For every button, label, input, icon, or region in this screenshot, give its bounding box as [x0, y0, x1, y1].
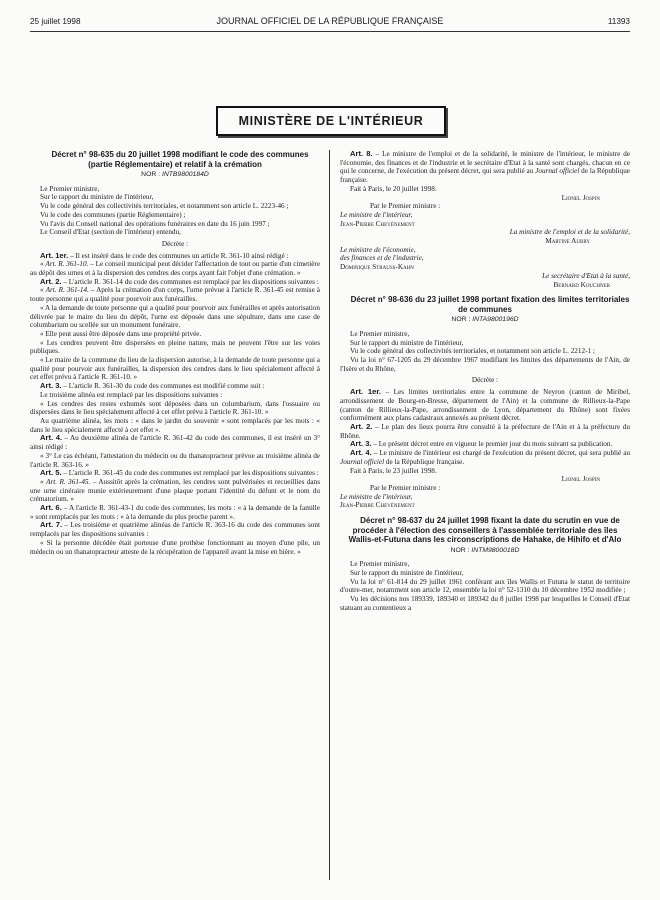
header-rule — [30, 31, 630, 32]
signatory-name: Martine Aubry — [545, 237, 590, 246]
paragraph: Vu les décisions nos 189339, 189340 et 189342 du 8 juillet 1998 par lesquelles le Conseil d'Etat statuant au contentieux a — [340, 595, 630, 612]
paragraph: Vu l'avis du Conseil national des opérations funéraires en date du 16 juin 1997 ; — [40, 219, 270, 228]
decree-1-nor — [30, 171, 320, 180]
paragraph: « Les cendres des restes exhumés sont déposées dans un columbarium, dans l'ossuaire ou dispersées dans le lieu spécialement affecté à cet effet prévu à l'article R. 361-10. » — [30, 399, 320, 417]
quote-text: – Après la crémation d'un corps, l'urne prévue à l'article R. 361-45 est remise à toute personne qui a qualité pour pourvoir aux funérailles. — [30, 286, 320, 304]
page-header — [30, 14, 630, 30]
journal-title: JOURNAL OFFICIEL DE LA RÉPUBLIQUE FRANÇAISE — [216, 16, 444, 26]
paragraph: « Les cendres peuvent être dispersées en pleine nature, mais ne peuvent l'être sur les voies publiques. — [30, 338, 320, 356]
signatory-title: Le ministre de l'intérieur, — [340, 210, 413, 219]
signatory-title: Le ministre de l'économie, — [340, 245, 416, 254]
article-label: Art. 4. — [40, 433, 63, 443]
nor-code: INTM9800018D — [471, 546, 520, 554]
article-3 — [30, 382, 320, 391]
article-label: Art. 8. — [350, 149, 373, 158]
quote-mark: « — [40, 260, 46, 269]
paragraph: Vu le code des communes (partie Réglementaire) ; — [40, 210, 186, 219]
article-7 — [30, 521, 320, 538]
article-label: Art. 5. — [40, 468, 62, 478]
journal-ref: Journal officiel — [535, 167, 580, 176]
article-text: – L'article R. 361-14 du code des communes est remplacé par les dispositions suivantes : — [61, 277, 319, 286]
paragraph: Vu la loi n° 61-814 du 29 juillet 1961 conférant aux îles Wallis et Futuna le statut de territoire d'outre-mer, notamment son article 12, ensemble la loi n° 52-1310 du 10 décembre 1952 modifiée ; — [340, 577, 630, 595]
article-1 — [340, 388, 630, 423]
nor-code: INTA9800196D — [472, 316, 519, 324]
decree-3-nor — [340, 547, 630, 556]
page-number: 11393 — [607, 17, 630, 26]
decree-3-title: Décret n° 98-637 du 24 juillet 1998 fixant la date du scrutin en vue de procéder à l'élection des conseillers à l'assemblée territoriale des îles Wallis-et-Futuna dans les circonscriptions de Hahake, de Hihifo et d'Alo — [348, 516, 622, 545]
article-label: Art. 1er. — [350, 387, 382, 397]
paragraph: « Le maire de la commune du lieu de la dispersion autorise, à la demande de toute personne qui a qualité pour pourvoir aux funérailles, la dispersion des cendres dans le lieu spécialement affecté à cet effet prévu à l'article R. 361-10. » — [30, 356, 320, 382]
article-quote — [30, 260, 320, 277]
issue-date: 25 juillet 1998 — [30, 17, 81, 26]
article-quote — [30, 286, 320, 303]
done-at: Fait à Paris, le 23 juillet 1998. — [350, 466, 437, 475]
signature-pm: Lionel Jospin — [561, 193, 600, 202]
article-1 — [30, 252, 320, 261]
article-quote — [30, 478, 320, 504]
paragraph: Le Premier ministre, — [350, 329, 410, 338]
paragraph: Sur le rapport du ministre de l'intérieur, — [40, 193, 154, 202]
paragraph: « A la demande de toute personne qui a qualité pour pourvoir aux funérailles et après autorisation délivrée par le maire du lieu du dépôt, l'urne est déposée dans une sépulture, dans une case de columbarium ou scellée sur un monument funéraire. — [30, 303, 320, 330]
article-ref: Art. R. 361-14. — [45, 286, 89, 295]
article-text: – Le ministre de l'emploi et de la solidarité, le ministre de l'intérieur, le ministre de l'économie, des finances et de l'industrie et le secrétaire d'Etat à la santé sont chargés, chacun en ce qui le concerne, de l'exécution du présent décret, qui sera publié au — [340, 150, 631, 176]
decrete: Décrète : — [471, 376, 499, 385]
article-label: Art. 7. — [40, 520, 63, 530]
decree-2-nor — [340, 316, 630, 325]
article-label: Art. 1er. — [40, 250, 69, 260]
par-pm: Par le Premier ministre : — [370, 483, 441, 492]
article-6 — [30, 504, 320, 521]
article-4 — [30, 434, 320, 451]
signatory-title: des finances et de l'industrie, — [340, 254, 424, 263]
paragraph: Au quatrième alinéa, les mots : « dans le jardin du souvenir » sont remplacés par les mots : « dans le lieu spécialement affecté à cet effet ». — [30, 416, 320, 434]
signatory-title: La ministre de l'emploi et de la solidarité, — [509, 228, 630, 237]
signature-pm: Lionel Jospin — [561, 475, 600, 484]
article-5 — [30, 469, 320, 478]
article-text: – L'article R. 361-45 du code des communes est remplacé par les dispositions suivantes : — [61, 469, 319, 478]
paragraph: Sur le rapport du ministre de l'intérieur, — [350, 338, 464, 347]
signatory-name: Jean-Pierre Chevènement — [340, 219, 415, 228]
article-text: – Le présent décret entre en vigueur le premier jour du mois suivant sa publication. — [371, 440, 613, 449]
decree-1-title: Décret n° 98-635 du 20 juillet 1998 modifiant le code des communes (partie Réglementaire) et relatif à la crémation — [51, 150, 309, 169]
quote-text: – Aussitôt après la crémation, les cendres sont pulvérisées et recueillies dans une urne cinéraire munie extérieurement d'une plaque portant l'identité du défunt et le nom du crématorium. » — [30, 477, 321, 504]
signatory-name: Dominique Strauss-Kahn — [340, 263, 414, 272]
article-ref: Art. R. 361-45. — [46, 477, 91, 486]
article-ref: Art. R. 361-10. — [45, 260, 89, 269]
article-label: Art. 3. — [40, 381, 62, 391]
paragraph: Vu le code général des collectivités territoriales, et notamment son article L. 2212-1 ; — [350, 347, 595, 356]
article-text: – Il est inséré dans le code des communes un article R. 361-10 ainsi rédigé : — [68, 251, 289, 260]
paragraph: Sur le rapport du ministre de l'intérieur, — [350, 568, 464, 577]
paragraph: Le Conseil d'Etat (section de l'intérieur) entendu, — [40, 228, 181, 237]
article-text: – A l'article R. 361-43-1 du code des communes, les mots : « à la demande de la famille » sont remplacés par les mots : « à la demande du plus proche parent ». — [30, 504, 320, 521]
nor-label: NOR : — [141, 171, 161, 178]
paragraph: « Si la personne décédée était porteuse d'une prothèse fonctionnant au moyen d'une pile, un médecin ou un thanatopracteur atteste de la récupération de l'appareil avant la mise en bière. » — [30, 538, 320, 556]
left-column — [30, 150, 320, 556]
article-8 — [340, 150, 630, 185]
paragraph: Le Premier ministre, — [40, 184, 100, 193]
article-3 — [340, 440, 630, 449]
article-label: Art. 2. — [40, 276, 62, 286]
quote-mark: « — [40, 286, 46, 295]
article-text: – Le plan des lieux pourra être consulté à la préfecture de l'Ain et à la préfecture du Rhône. — [340, 422, 630, 440]
column-separator — [329, 150, 330, 880]
quote-mark: « — [40, 477, 47, 486]
article-label: Art. 3. — [350, 439, 372, 449]
article-text: de la République française. — [384, 457, 465, 466]
article-text: – L'article R. 361-30 du code des communes est modifié comme suit : — [61, 382, 265, 391]
ministry-box — [216, 106, 446, 136]
paragraph: Le troisième alinéa est remplacé par les dispositions suivantes : — [40, 390, 223, 399]
decrete: Décrète : — [161, 239, 189, 248]
signatory-name: Bernard Kouchner — [553, 280, 610, 289]
article-text: – Les limites territoriales entre la commune de Neyron (canton de Miribel, arrondissement de Bourg-en-Bresse, département de l'Ain) et la commune de Rillieux-la-Pape (canton de Rillieux-la-Pape, arrondissement de Lyon, département du Rhône) sont fixées conformément aux plans cadastraux annexés au présent décret. — [340, 388, 630, 423]
article-2 — [340, 423, 630, 440]
nor-code: INTB9800184D — [161, 171, 209, 178]
article-label: Art. 6. — [40, 503, 62, 513]
article-text: – Au deuxième alinéa de l'article R. 361-42 du code des communes, il est inséré un 3° ainsi rédigé : — [30, 434, 320, 452]
nor-label: NOR : — [450, 546, 470, 554]
article-2 — [30, 278, 320, 287]
article-text: de la République française. — [340, 167, 630, 185]
signatory-title: Le secrétaire d'Etat à la santé, — [542, 271, 630, 280]
signatory-name: Jean-Pierre Chevènement — [340, 501, 415, 510]
quote-text: – Le conseil municipal peut décider l'affectation de tout ou partie d'un cimetière au dépôt des urnes et à la dispersion des cendres des corps ayant fait l'objet d'une crémation. » — [30, 260, 321, 278]
nor-label: NOR : — [451, 316, 471, 324]
paragraph: « Elle peut aussi être déposée dans une propriété privée. — [40, 329, 202, 338]
article-text: – Le ministre de l'intérieur est chargé de l'exécution du présent décret, qui sera publié au — [371, 449, 630, 458]
article-4 — [340, 449, 630, 466]
article-label: Art. 4. — [350, 448, 372, 458]
article-label: Art. 2. — [350, 421, 373, 431]
decree-2-title: Décret n° 98-636 du 23 juillet 1998 portant fixation des limites territoriales de communes — [350, 295, 630, 314]
paragraph: « 3° Le cas échéant, l'attestation du médecin ou du thanatopracteur prévue au troisième alinéa de l'article R. 363-16. » — [30, 451, 320, 469]
signatory-title: Le ministre de l'intérieur, — [340, 492, 413, 501]
par-pm: Par le Premier ministre : — [370, 202, 441, 211]
journal-ref: Journal officiel — [340, 457, 385, 466]
paragraph: Le Premier ministre, — [350, 560, 410, 569]
paragraph: Vu la loi n° 67-1205 du 29 décembre 1967 modifiant les limites des départements de l'Ain, de l'Isère et du Rhône, — [340, 356, 630, 373]
done-at: Fait à Paris, le 20 juillet 1998. — [350, 184, 437, 193]
ministry-title: MINISTÈRE DE L'INTÉRIEUR — [238, 114, 424, 128]
right-column — [340, 150, 630, 612]
paragraph: Vu le code général des collectivités territoriales, et notamment son article L. 2223-46 ; — [40, 202, 289, 211]
article-text: – Les troisième et quatrième alinéas de l'article R. 363-16 du code des communes sont remplacés par les dispositions suivantes : — [30, 521, 320, 539]
